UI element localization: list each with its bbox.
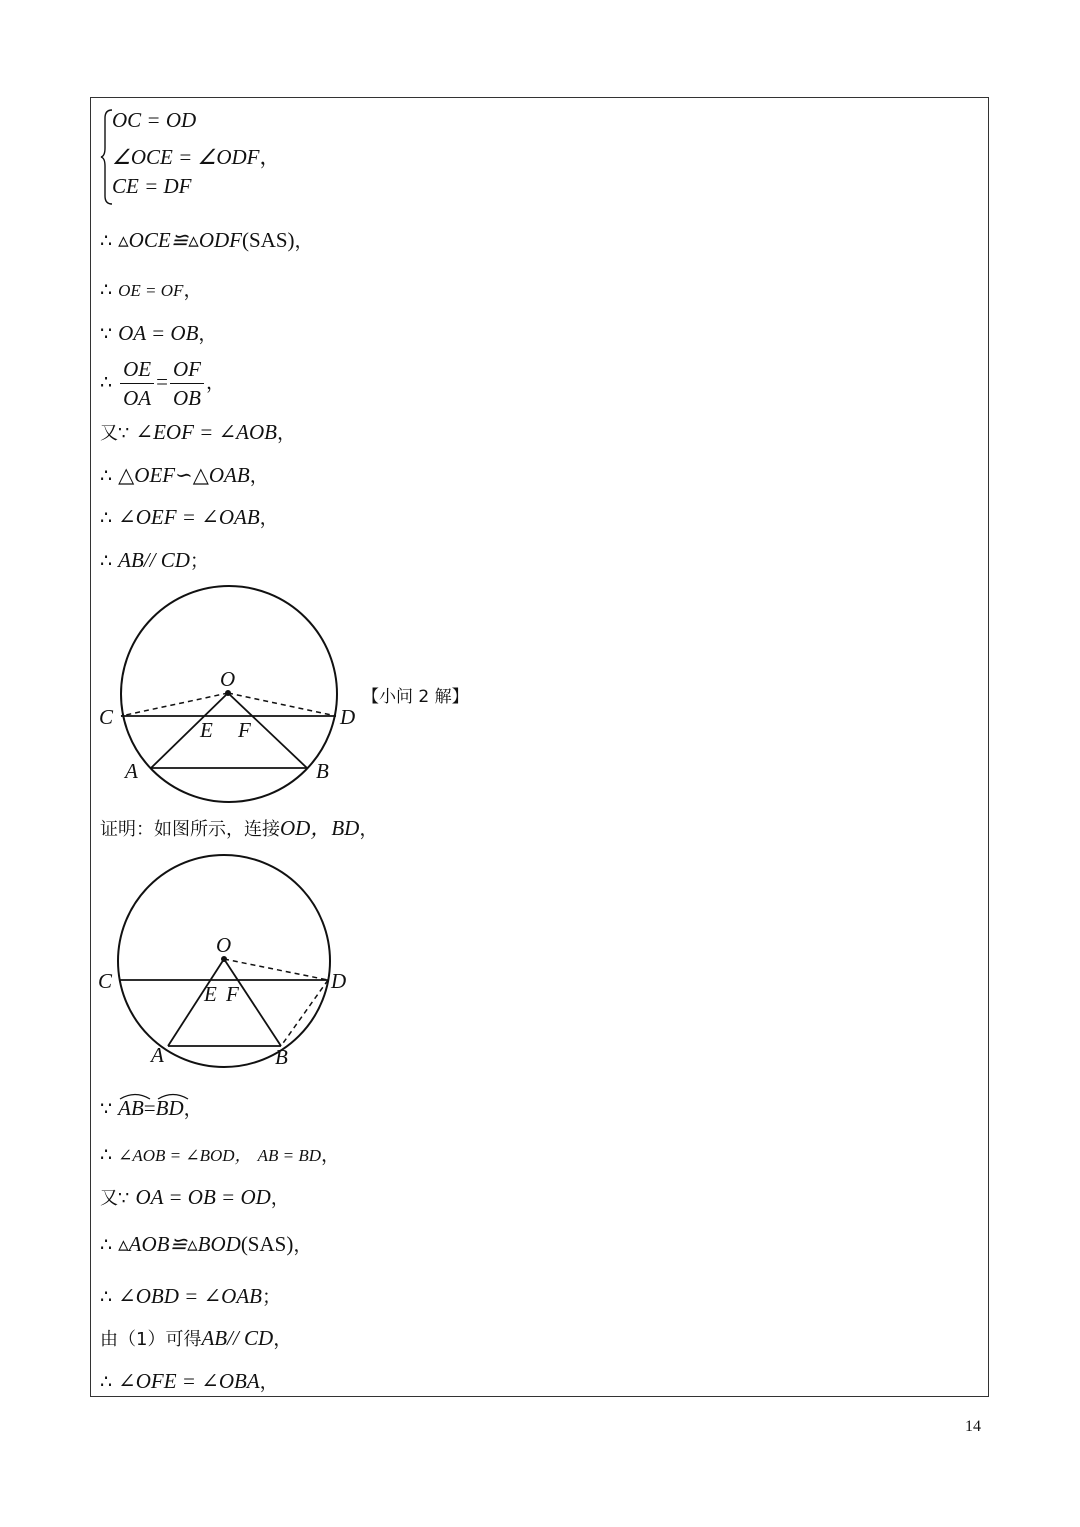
step-radii-equal: 又∵ OA = OB = OD，: [100, 1185, 290, 1209]
figure2-label-a: A: [151, 1043, 164, 1067]
figure1-label-a: A: [125, 759, 138, 783]
system-line-3: CE = DF: [112, 174, 192, 198]
step-arc-equal: ∵ AB= BD，: [100, 1096, 203, 1121]
proof-intro: 证明：如图所示，连接OD，BD，: [100, 816, 379, 840]
step-oa-ob: ∵ OA = OB，: [100, 321, 218, 345]
figure1-oc-dashed: [121, 693, 228, 716]
figure2-label-b: B: [275, 1045, 288, 1069]
system-line-1: OC = OD: [112, 108, 197, 132]
figure1-oa: [151, 693, 228, 768]
arc-bd-icon: [156, 1092, 190, 1100]
figure2-od-dashed: [224, 959, 328, 980]
step-from-part-1: 由（1）可得AB// CD，: [100, 1326, 293, 1350]
arc-bd: BD: [156, 1096, 184, 1120]
fraction-of-ob: $\frac{OF}{OB}$: [170, 355, 204, 412]
step-oe-of: ∴ OE = OF，: [100, 279, 203, 301]
step-angle-oef: ∴ ∠OEF = ∠OAB，: [100, 505, 279, 529]
figure1-label-f: F: [238, 718, 251, 742]
step-ratio: ∴ $\frac{OE}{OA}$ = $\frac{OF}{OB}$ ，: [100, 357, 225, 410]
figure2-label-c: C: [98, 969, 113, 993]
figure2-label-o: O: [216, 933, 232, 957]
step-angle-obd: ∴ ∠OBD = ∠OAB；: [100, 1284, 281, 1308]
step-parallel: ∴ AB// CD；: [100, 548, 209, 572]
step-angle-eof: 又∵ ∠EOF = ∠AOB，: [100, 420, 297, 444]
figure1-label-o: O: [220, 667, 236, 691]
step-angle-ofe: ∴ ∠OFE = ∠OBA，: [100, 1369, 279, 1393]
figure2-bd-dashed: [281, 980, 328, 1046]
figure1-label-e: E: [200, 718, 213, 742]
sub-question-2-label: 【小问 2 解】: [362, 687, 469, 707]
figure-2: [95, 850, 365, 1080]
arc-ab: AB: [118, 1096, 144, 1120]
figure2-label-d: D: [331, 969, 347, 993]
page-number: 14: [965, 1418, 981, 1435]
fraction-oe-oa: $\frac{OE}{OA}$: [120, 355, 154, 412]
arc-ab-icon: [118, 1092, 152, 1100]
step-angle-aob-bod: ∴ ∠AOB = ∠BOD， AB = BD，: [100, 1144, 341, 1166]
step-congruent-2: ∴ ▵AOB≌▵BOD(SAS)，: [100, 1232, 313, 1256]
figure1-label-b: B: [316, 759, 329, 783]
step-congruent-1: ∴ ▵OCE≌▵ODF(SAS)，: [100, 228, 314, 252]
system-line-2: ∠OCE = ∠ODF，: [112, 145, 281, 169]
figure2-label-e: E: [204, 982, 217, 1006]
figure-1: [95, 582, 365, 812]
figure2-label-f: F: [226, 982, 239, 1006]
figure1-label-c: C: [99, 705, 114, 729]
step-similar: ∴ △OEF∽△OAB，: [100, 463, 269, 487]
figure1-od-dashed: [228, 693, 336, 716]
figure1-label-d: D: [340, 705, 356, 729]
